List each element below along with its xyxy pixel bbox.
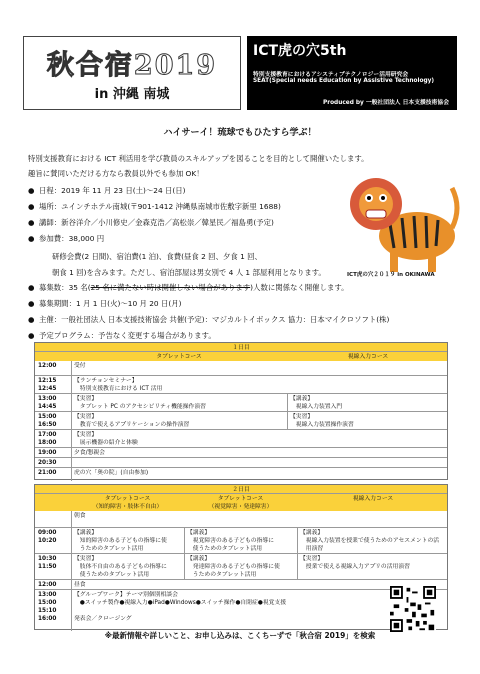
- day1-row: [35, 467, 447, 481]
- footer-note: ※最新情報や詳しいこと、お申し込みは、こくちーずで「秋合宿 2019」を検索: [104, 631, 376, 640]
- fee-note-2: 朝食 1 回)を含みます。ただし、宿泊部屋は男女別で 4 人 1 部屋利用となります。: [52, 268, 326, 277]
- day1-row: [35, 457, 447, 467]
- program-item: ● 予定プログラム：予告なく変更する場合があります。: [28, 331, 216, 340]
- session-cell: 【ランチョンセミナー】 特別支援教育における ICT 活用: [71, 376, 449, 393]
- time-cell: 19:00: [38, 450, 57, 456]
- intro-line-1: 特別支援教育における ICT 利活用を学び教員のスキルアップを図ることを目的として開催いたします。: [28, 154, 369, 163]
- day1-row: [35, 411, 447, 429]
- session-cell: 【実習】 肢体不自由のある子どもの指導に 使うためのタブレット活用: [71, 554, 184, 579]
- session-cell: 【実習】 視線入力装置操作演習: [287, 412, 449, 429]
- day1-row: [35, 375, 447, 393]
- session-cell: 受付: [71, 361, 449, 375]
- day1-title-row: １日目: [35, 343, 447, 351]
- intro-line-2: 趣旨に賛同いただける方なら教員以外でも参加 OK！: [28, 169, 204, 178]
- day1-schedule-table: [34, 342, 448, 480]
- time-cell: 12:00: [38, 582, 57, 588]
- fee-item: ● 参加費：38,000 円: [28, 234, 105, 243]
- title-box: [23, 36, 241, 110]
- event-title: ICT虎の穴5th: [253, 43, 347, 59]
- time-cell: [35, 511, 71, 527]
- session-cell: 朝食: [71, 511, 449, 527]
- time-cell: 13:00 14:45: [38, 396, 57, 410]
- day2-row: [35, 579, 447, 589]
- fee-note-1: 研修会費(2 日間)、宿泊費(1 泊)、食費(昼食 2 回、夕食 1 回、: [52, 252, 262, 261]
- session-cell: [71, 458, 449, 467]
- day1-row: [35, 393, 447, 411]
- session-cell: 昼食: [71, 580, 449, 589]
- time-cell: 15:00 16:50: [38, 414, 57, 428]
- event-banner: [247, 36, 457, 110]
- time-cell: 09:00 10:20: [38, 530, 57, 544]
- session-cell: 【実習】 タブレット PC のアクセシビリティ機能操作演習: [71, 394, 287, 411]
- session-cell: 【実習】 教育で使えるアプリケーションの操作演習: [71, 412, 287, 429]
- lecturers-item: ● 講師：新谷洋介／小川修史／金森克浩／高松崇／韓星民／福島勇(予定): [28, 218, 274, 227]
- date-item: ● 日程：2019 年 11 月 23 日(土)〜24 日(日): [28, 186, 186, 195]
- day2-title-row: ２日目: [35, 485, 447, 493]
- session-cell: 【実習】 授業で使える視線入力アプリの活用演習: [297, 554, 449, 579]
- day1-row: [35, 447, 447, 457]
- time-cell: 12:00: [38, 363, 57, 369]
- organizer-item: ● 主催：一般社団法人 日本支援技術協会 共催(予定)：マジカルトイボックス 協力：日本マイクロソフト(株): [28, 315, 390, 324]
- capacity-item: ● 募集数：35 名(25 名に満たない時は開催しない場合があります)人数に関係なく開催します。: [28, 283, 349, 292]
- day2-row: [35, 527, 447, 553]
- session-cell: 【講義】 視線入力装置を授業で使うためのアセスメントの活 用演習: [297, 528, 449, 553]
- session-cell: 【グループワーク】テーマ別個別相談会 ●スイッチ製作●視線入力●iPad●Windows●スイッチ操作●自閉症●視覚支援 発表会／クロージング: [71, 590, 449, 631]
- day2-schedule-table: [34, 484, 448, 630]
- tagline: ハイサーイ！琉球でもひたすら学ぶ！: [163, 128, 317, 138]
- session-cell: 【講義】 発達障害のある子どもの指導に使 うためのタブレット活用: [184, 554, 297, 579]
- time-cell: 21:00: [38, 470, 57, 476]
- qr-code-icon[interactable]: [390, 586, 436, 632]
- day2-row: [35, 511, 447, 527]
- time-cell: 17:00 18:00: [38, 432, 57, 446]
- organizer-line-jp: 特別支援教育におけるアシスティブテクノロジー活用研究会: [253, 72, 409, 78]
- organizer-line-en: SEAT(Special needs Education by Assistive Technology): [253, 78, 435, 84]
- session-cell: 夕食/懇親会: [71, 448, 449, 457]
- time-cell: 20:30: [38, 460, 57, 466]
- day2-row: [35, 589, 447, 631]
- session-cell: 虎の穴「奥の院」(自由参加): [71, 468, 449, 481]
- day1-row: [35, 429, 447, 447]
- tiger-caption: ICT虎の穴２０１９ in OKINAWA: [347, 272, 435, 278]
- time-cell: 12:15 12:45: [38, 378, 57, 392]
- main-title: 秋合宿2019: [46, 50, 218, 81]
- time-cell: 13:00 15:00 15:10 16:00: [38, 592, 57, 622]
- day1-row: [35, 361, 447, 375]
- day2-header-row: タブレットコース （知的障害・肢体不自由） タブレットコース （視覚障害・発達障害） 視線入力コース: [35, 493, 447, 511]
- main-subtitle: in 沖縄 南城: [94, 87, 170, 102]
- day1-header-row: タブレットコース 視線入力コース: [35, 351, 447, 361]
- session-cell: 【講義】 視覚障害のある子どもの指導に 使うためのタブレット活用: [184, 528, 297, 553]
- day2-row: [35, 553, 447, 579]
- period-item: ● 募集期間：1 月 1 日(火)〜10 月 20 日(月): [28, 299, 182, 308]
- session-cell: 【実習】 展示機器の紹介と体験: [71, 430, 449, 447]
- session-cell: 【講義】 知的障害のある子どもの指導に使 うためのタブレット活用: [71, 528, 184, 553]
- producer-line: Produced by 一般社団法人 日本支援技術協会: [322, 100, 449, 106]
- time-cell: 10:30 11:50: [38, 556, 57, 570]
- tiger-mascot-icon: [342, 158, 462, 278]
- session-cell: 【講義】 視線入力装置入門: [287, 394, 449, 411]
- venue-item: ● 場所：ユインチホテル南城(〒901-1412 沖縄県南城市佐敷字新里 1688): [28, 202, 281, 211]
